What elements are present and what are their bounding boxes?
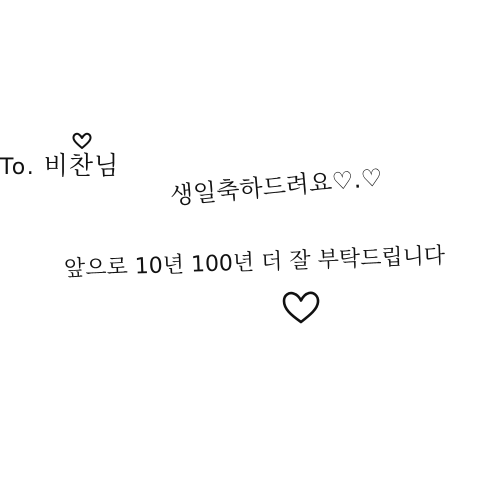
recipient-name: 비찬님 — [43, 151, 120, 180]
birthday-wish-line: 생일축하드려요♡.♡ — [168, 163, 384, 210]
small-heart-icon — [72, 132, 92, 150]
to-prefix: To. — [0, 155, 36, 180]
large-heart-icon — [281, 289, 321, 325]
greeting-line — [0, 146, 119, 182]
future-wish-line: 앞으로 10년 100년 더 잘 부탁드립니다 — [63, 243, 446, 282]
